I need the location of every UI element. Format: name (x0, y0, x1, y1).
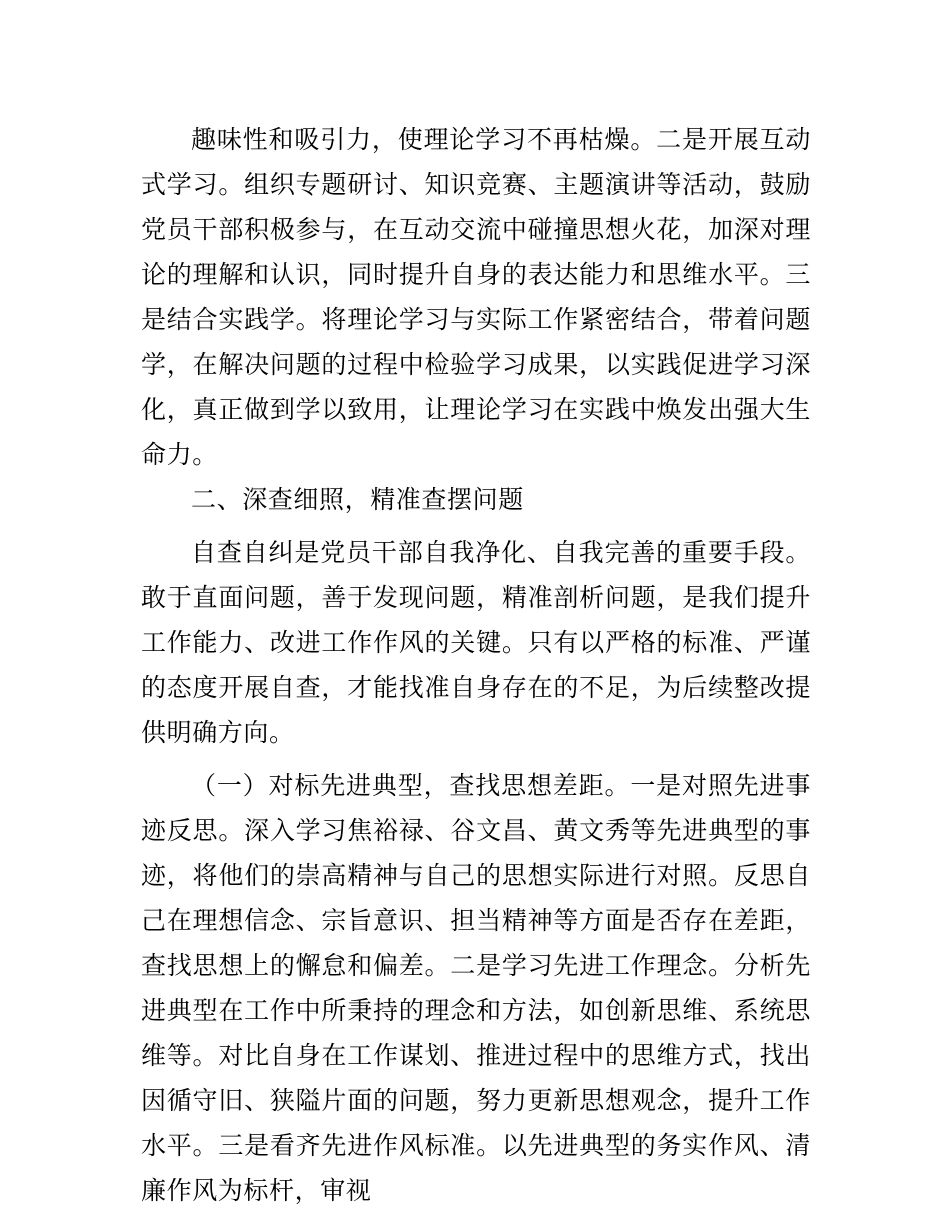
section-heading: 二、深查细照，精准查摆问题 (191, 485, 524, 514)
paragraph-subsection-one: （一）对标先进典型，查找思想差距。一是对照先进事迹反思。深入学习焦裕禄、谷文昌、黄文秀等先进典型的事迹，将他们的崇高精神与自己的思想实际进行对照。反思自己在理想信念、宗旨意识、担当精神等方面是否存在差距，查找思想上的懈怠和偏差。二是学习先进工作理念。分析先进典型在工作中所秉持的理念和方法，如创新思维、系统思维等。对比自身在工作谋划、推进过程中的思维方式，找出因循守旧、狭隘片面的问题，努力更新思想观念，提升工作水平。三是看齐先进作风标准。以先进典型的务实作风、清廉作风为标杆，审视 (141, 771, 811, 1205)
paragraph-intro: 自查自纠是党员干部自我净化、自我完善的重要手段。敢于直面问题，善于发现问题，精准剖析问题，是我们提升工作能力、改进工作作风的关键。只有以严格的标准、严谨的态度开展自查，才能找准自身存在的不足，为后续整改提供明确方向。 (141, 538, 811, 747)
paragraph-continuation: 趣味性和吸引力，使理论学习不再枯燥。二是开展互动式学习。组织专题研讨、知识竞赛、主题演讲等活动，鼓励党员干部积极参与，在互动交流中碰撞思想火花，加深对理论的理解和认识，同时提升自身的表达能力和思维水平。三是结合实践学。将理论学习与实际工作紧密结合，带着问题学，在解决问题的过程中检验学习成果，以实践促进学习深化，真正做到学以致用，让理论学习在实践中焕发出强大生命力。 (141, 125, 811, 469)
document-body (141, 117, 811, 1213)
